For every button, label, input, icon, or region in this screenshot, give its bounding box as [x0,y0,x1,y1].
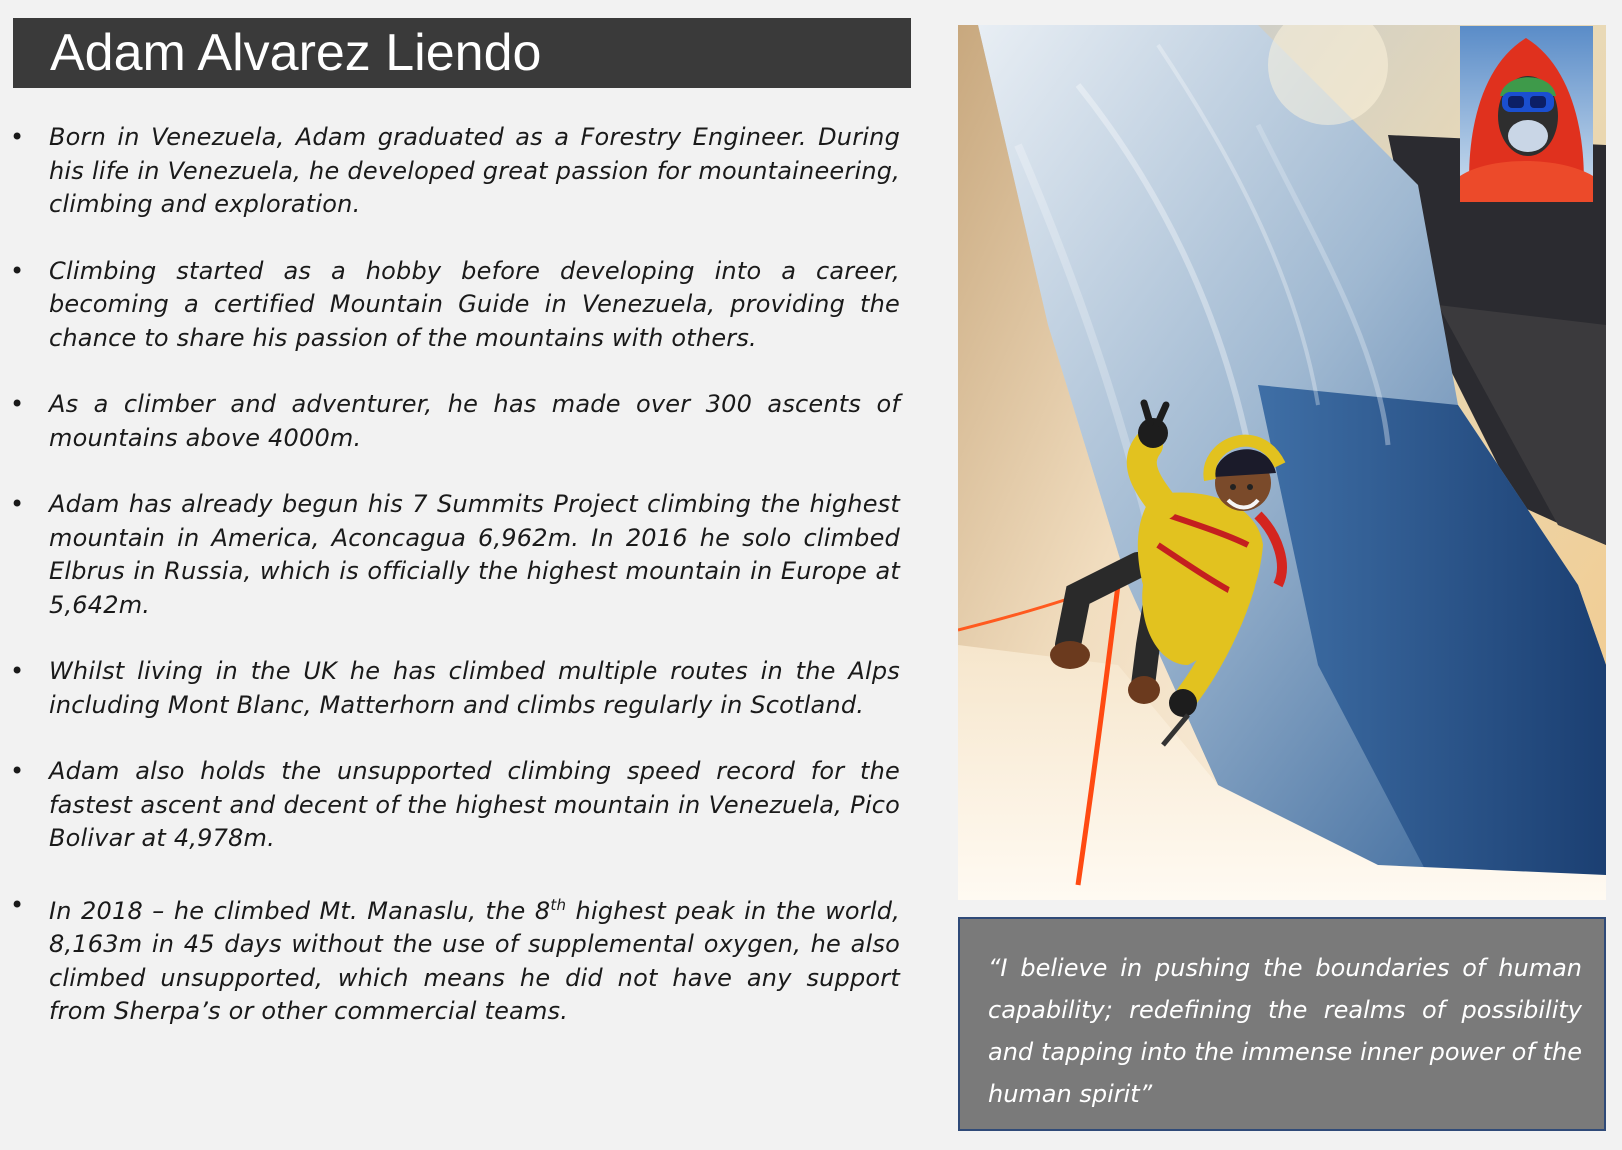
ordinal-superscript: th [550,895,567,914]
bio-bullet [10,488,900,622]
bio-bullet [10,755,900,856]
bullet-dot-icon: • [10,390,25,418]
bullet-dot-icon: • [10,490,25,518]
bullet-text: Adam also holds the unsupported climbing speed record for the fastest ascent and decent of the highest mountain in Venezuela, Pico Bolivar at 4,978m. [49,757,900,852]
bullet-dot-icon: • [10,657,25,685]
bullet-text: Climbing started as a hobby before developing into a career, becoming a certified Mountain Guide in Venezuela, providing the chance to share his passion of the mountains with others. [49,256,900,352]
bullet-dot-icon: • [10,123,25,151]
bullet-text: As a climber and adventurer, he has made over 300 ascents of mountains above 4000m. [49,390,900,452]
bullet-text-before: In 2018 – he climbed Mt. Manaslu, the 8 [49,896,551,925]
bullet-dot-icon: • [10,890,25,919]
bullet-text-after: highest peak in the world, 8,163m in 45 days without the use of supplemental oxygen, he also climbed unsupported, which means he did not have any support from Sherpa’s or other commercial teams. [49,896,900,1025]
bio-bullet [10,889,900,1029]
bio-bullet [10,655,900,722]
bullet-dot-icon: • [10,757,25,785]
bio-bullet [10,255,900,356]
quote-text: “I believe in pushing the boundaries of human capability; redefining the realms of possibility and tapping into the immense inner power of the human spirit” [988,954,1582,1108]
title-bar [13,18,911,88]
climber-portrait-photo [1460,26,1593,202]
bullet-text: Born in Venezuela, Adam graduated as a Forestry Engineer. During his life in Venezuela, he developed great passion for mountaineering, climbing and exploration. [49,123,900,218]
page-title: Adam Alvarez Liendo [50,24,542,82]
bio-bullet [10,121,900,222]
bio-bullet [10,388,900,455]
bio-bullet-list [10,121,900,1062]
bullet-text: Whilst living in the UK he has climbed multiple routes in the Alps including Mont Blanc, Matterhorn and climbs regularly in Scotland. [49,657,900,719]
bullet-dot-icon: • [10,256,25,285]
bullet-text: Adam has already begun his 7 Summits Project climbing the highest mountain in America, Aconcagua 6,962m. In 2016 he solo climbed Elbrus in Russia, which is officially the highest mountain in Europe at 5,642m. [49,490,900,619]
quote-box [958,917,1606,1131]
